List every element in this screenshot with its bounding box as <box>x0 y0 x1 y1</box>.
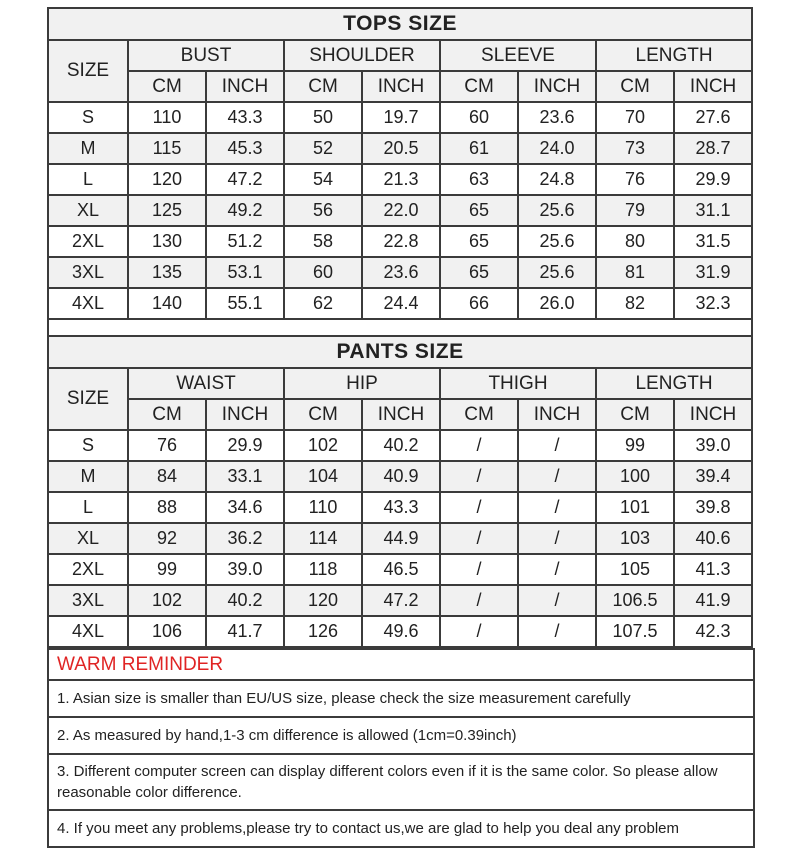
column-group-waist: WAIST <box>128 368 284 399</box>
measurement-cell: 25.6 <box>518 226 596 257</box>
size-label-cell: S <box>48 430 128 461</box>
measurement-cell: 20.5 <box>362 133 440 164</box>
table-row <box>48 164 752 195</box>
warm-reminder-title: WARM REMINDER <box>48 649 754 680</box>
size-label-cell: S <box>48 102 128 133</box>
table-row <box>48 288 752 319</box>
measurement-cell: 39.0 <box>206 554 284 585</box>
reminder-note-4: 4. If you meet any problems,please try to contact us,we are glad to help you deal any problem <box>48 810 754 847</box>
reminder-note-row <box>48 717 754 754</box>
measurement-cell: 40.9 <box>362 461 440 492</box>
measurement-cell: 49.6 <box>362 616 440 647</box>
size-label-cell: XL <box>48 523 128 554</box>
measurement-cell: / <box>518 616 596 647</box>
table-title-row <box>48 336 752 368</box>
size-label-cell: 4XL <box>48 616 128 647</box>
measurement-cell: 31.9 <box>674 257 752 288</box>
measurement-cell: 65 <box>440 195 518 226</box>
measurement-cell: 58 <box>284 226 362 257</box>
measurement-cell: 41.7 <box>206 616 284 647</box>
column-group-bust: BUST <box>128 40 284 71</box>
measurement-cell: 46.5 <box>362 554 440 585</box>
measurement-cell: 24.8 <box>518 164 596 195</box>
measurement-cell: 60 <box>440 102 518 133</box>
size-label-cell: 3XL <box>48 257 128 288</box>
table-row <box>48 257 752 288</box>
measurement-cell: 80 <box>596 226 674 257</box>
measurement-cell: / <box>518 492 596 523</box>
measurement-cell: 29.9 <box>206 430 284 461</box>
size-column-header: SIZE <box>48 368 128 430</box>
table-row <box>48 585 752 616</box>
unit-header-inch: INCH <box>674 71 752 102</box>
measurement-cell: 73 <box>596 133 674 164</box>
unit-header-cm: CM <box>284 71 362 102</box>
measurement-cell: 56 <box>284 195 362 226</box>
reminder-note-row <box>48 810 754 847</box>
measurement-cell: 61 <box>440 133 518 164</box>
measurement-cell: 99 <box>128 554 206 585</box>
column-group-length: LENGTH <box>596 40 752 71</box>
measurement-cell: 32.3 <box>674 288 752 319</box>
measurement-cell: 100 <box>596 461 674 492</box>
measurement-cell: / <box>440 523 518 554</box>
size-label-cell: XL <box>48 195 128 226</box>
measurement-cell: 51.2 <box>206 226 284 257</box>
measurement-cell: 41.9 <box>674 585 752 616</box>
column-group-thigh: THIGH <box>440 368 596 399</box>
measurement-cell: / <box>440 554 518 585</box>
measurement-cell: 66 <box>440 288 518 319</box>
size-label-cell: L <box>48 164 128 195</box>
unit-header-inch: INCH <box>362 71 440 102</box>
column-group-hip: HIP <box>284 368 440 399</box>
unit-header-inch: INCH <box>518 71 596 102</box>
unit-header-cm: CM <box>128 399 206 430</box>
measurement-cell: 130 <box>128 226 206 257</box>
measurement-cell: 92 <box>128 523 206 554</box>
column-group-length: LENGTH <box>596 368 752 399</box>
column-group-shoulder: SHOULDER <box>284 40 440 71</box>
measurement-cell: 49.2 <box>206 195 284 226</box>
measurement-cell: 126 <box>284 616 362 647</box>
column-group-header-row <box>48 40 752 71</box>
measurement-cell: 76 <box>596 164 674 195</box>
measurement-cell: 107.5 <box>596 616 674 647</box>
table-row <box>48 523 752 554</box>
tops-size-table <box>47 7 753 320</box>
unit-header-cm: CM <box>440 71 518 102</box>
table-spacer <box>47 320 753 335</box>
unit-header-cm: CM <box>596 399 674 430</box>
measurement-cell: 106.5 <box>596 585 674 616</box>
size-label-cell: 2XL <box>48 554 128 585</box>
measurement-cell: 47.2 <box>362 585 440 616</box>
tops-table-title: TOPS SIZE <box>48 8 752 40</box>
measurement-cell: 26.0 <box>518 288 596 319</box>
measurement-cell: 55.1 <box>206 288 284 319</box>
table-title-row <box>48 8 752 40</box>
table-row <box>48 102 752 133</box>
measurement-cell: 106 <box>128 616 206 647</box>
measurement-cell: 62 <box>284 288 362 319</box>
measurement-cell: 24.0 <box>518 133 596 164</box>
reminder-title-row <box>48 649 754 680</box>
measurement-cell: 19.7 <box>362 102 440 133</box>
measurement-cell: 110 <box>284 492 362 523</box>
table-row <box>48 461 752 492</box>
unit-header-cm: CM <box>596 71 674 102</box>
warm-reminder-section <box>47 648 755 848</box>
size-label-cell: 3XL <box>48 585 128 616</box>
measurement-cell: 60 <box>284 257 362 288</box>
unit-header-cm: CM <box>440 399 518 430</box>
measurement-cell: 125 <box>128 195 206 226</box>
reminder-note-row <box>48 754 754 810</box>
measurement-cell: 39.0 <box>674 430 752 461</box>
measurement-cell: 79 <box>596 195 674 226</box>
measurement-cell: / <box>440 492 518 523</box>
measurement-cell: 25.6 <box>518 195 596 226</box>
measurement-cell: 115 <box>128 133 206 164</box>
measurement-cell: 39.8 <box>674 492 752 523</box>
measurement-cell: 31.5 <box>674 226 752 257</box>
measurement-cell: 120 <box>128 164 206 195</box>
measurement-cell: 101 <box>596 492 674 523</box>
measurement-cell: 43.3 <box>206 102 284 133</box>
measurement-cell: 63 <box>440 164 518 195</box>
measurement-cell: / <box>518 523 596 554</box>
measurement-cell: 45.3 <box>206 133 284 164</box>
measurement-cell: 65 <box>440 226 518 257</box>
measurement-cell: / <box>440 461 518 492</box>
measurement-cell: 99 <box>596 430 674 461</box>
measurement-cell: 41.3 <box>674 554 752 585</box>
unit-header-inch: INCH <box>518 399 596 430</box>
measurement-cell: 23.6 <box>362 257 440 288</box>
unit-header-inch: INCH <box>206 71 284 102</box>
measurement-cell: 76 <box>128 430 206 461</box>
size-column-header: SIZE <box>48 40 128 102</box>
measurement-cell: 135 <box>128 257 206 288</box>
unit-header-row <box>48 71 752 102</box>
table-row <box>48 226 752 257</box>
measurement-cell: 47.2 <box>206 164 284 195</box>
size-chart-sheet <box>47 7 753 848</box>
measurement-cell: / <box>440 585 518 616</box>
pants-table-title: PANTS SIZE <box>48 336 752 368</box>
reminder-note-row <box>48 680 754 717</box>
measurement-cell: 25.6 <box>518 257 596 288</box>
table-row <box>48 492 752 523</box>
measurement-cell: 105 <box>596 554 674 585</box>
size-label-cell: M <box>48 133 128 164</box>
measurement-cell: 81 <box>596 257 674 288</box>
unit-header-cm: CM <box>128 71 206 102</box>
measurement-cell: / <box>518 461 596 492</box>
measurement-cell: 44.9 <box>362 523 440 554</box>
measurement-cell: / <box>518 430 596 461</box>
reminder-note-1: 1. Asian size is smaller than EU/US size, please check the size measurement carefully <box>48 680 754 717</box>
unit-header-inch: INCH <box>674 399 752 430</box>
measurement-cell: 102 <box>284 430 362 461</box>
measurement-cell: 88 <box>128 492 206 523</box>
measurement-cell: 82 <box>596 288 674 319</box>
measurement-cell: 40.2 <box>362 430 440 461</box>
measurement-cell: 28.7 <box>674 133 752 164</box>
size-label-cell: 4XL <box>48 288 128 319</box>
size-label-cell: L <box>48 492 128 523</box>
measurement-cell: 21.3 <box>362 164 440 195</box>
measurement-cell: 24.4 <box>362 288 440 319</box>
unit-header-cm: CM <box>284 399 362 430</box>
measurement-cell: 36.2 <box>206 523 284 554</box>
measurement-cell: / <box>518 554 596 585</box>
unit-header-inch: INCH <box>362 399 440 430</box>
reminder-note-2: 2. As measured by hand,1-3 cm difference is allowed (1cm=0.39inch) <box>48 717 754 754</box>
measurement-cell: 31.1 <box>674 195 752 226</box>
measurement-cell: 114 <box>284 523 362 554</box>
measurement-cell: 65 <box>440 257 518 288</box>
unit-header-inch: INCH <box>206 399 284 430</box>
measurement-cell: 42.3 <box>674 616 752 647</box>
measurement-cell: 120 <box>284 585 362 616</box>
measurement-cell: 33.1 <box>206 461 284 492</box>
measurement-cell: 29.9 <box>674 164 752 195</box>
measurement-cell: / <box>518 585 596 616</box>
measurement-cell: 43.3 <box>362 492 440 523</box>
measurement-cell: 52 <box>284 133 362 164</box>
size-label-cell: M <box>48 461 128 492</box>
table-row <box>48 616 752 647</box>
measurement-cell: 23.6 <box>518 102 596 133</box>
pants-size-table <box>47 335 753 648</box>
column-group-header-row <box>48 368 752 399</box>
measurement-cell: 22.8 <box>362 226 440 257</box>
measurement-cell: 34.6 <box>206 492 284 523</box>
unit-header-row <box>48 399 752 430</box>
measurement-cell: 27.6 <box>674 102 752 133</box>
measurement-cell: 70 <box>596 102 674 133</box>
measurement-cell: 103 <box>596 523 674 554</box>
measurement-cell: 40.2 <box>206 585 284 616</box>
measurement-cell: 22.0 <box>362 195 440 226</box>
measurement-cell: 50 <box>284 102 362 133</box>
measurement-cell: 39.4 <box>674 461 752 492</box>
measurement-cell: 140 <box>128 288 206 319</box>
table-row <box>48 195 752 226</box>
size-label-cell: 2XL <box>48 226 128 257</box>
table-row <box>48 554 752 585</box>
column-group-sleeve: SLEEVE <box>440 40 596 71</box>
measurement-cell: 84 <box>128 461 206 492</box>
measurement-cell: / <box>440 616 518 647</box>
measurement-cell: 40.6 <box>674 523 752 554</box>
measurement-cell: 104 <box>284 461 362 492</box>
table-row <box>48 430 752 461</box>
measurement-cell: 54 <box>284 164 362 195</box>
reminder-note-3: 3. Different computer screen can display different colors even if it is the same color. So please allow reasonable color difference. <box>48 754 754 810</box>
measurement-cell: 118 <box>284 554 362 585</box>
measurement-cell: 110 <box>128 102 206 133</box>
measurement-cell: 53.1 <box>206 257 284 288</box>
measurement-cell: 102 <box>128 585 206 616</box>
measurement-cell: / <box>440 430 518 461</box>
table-row <box>48 133 752 164</box>
